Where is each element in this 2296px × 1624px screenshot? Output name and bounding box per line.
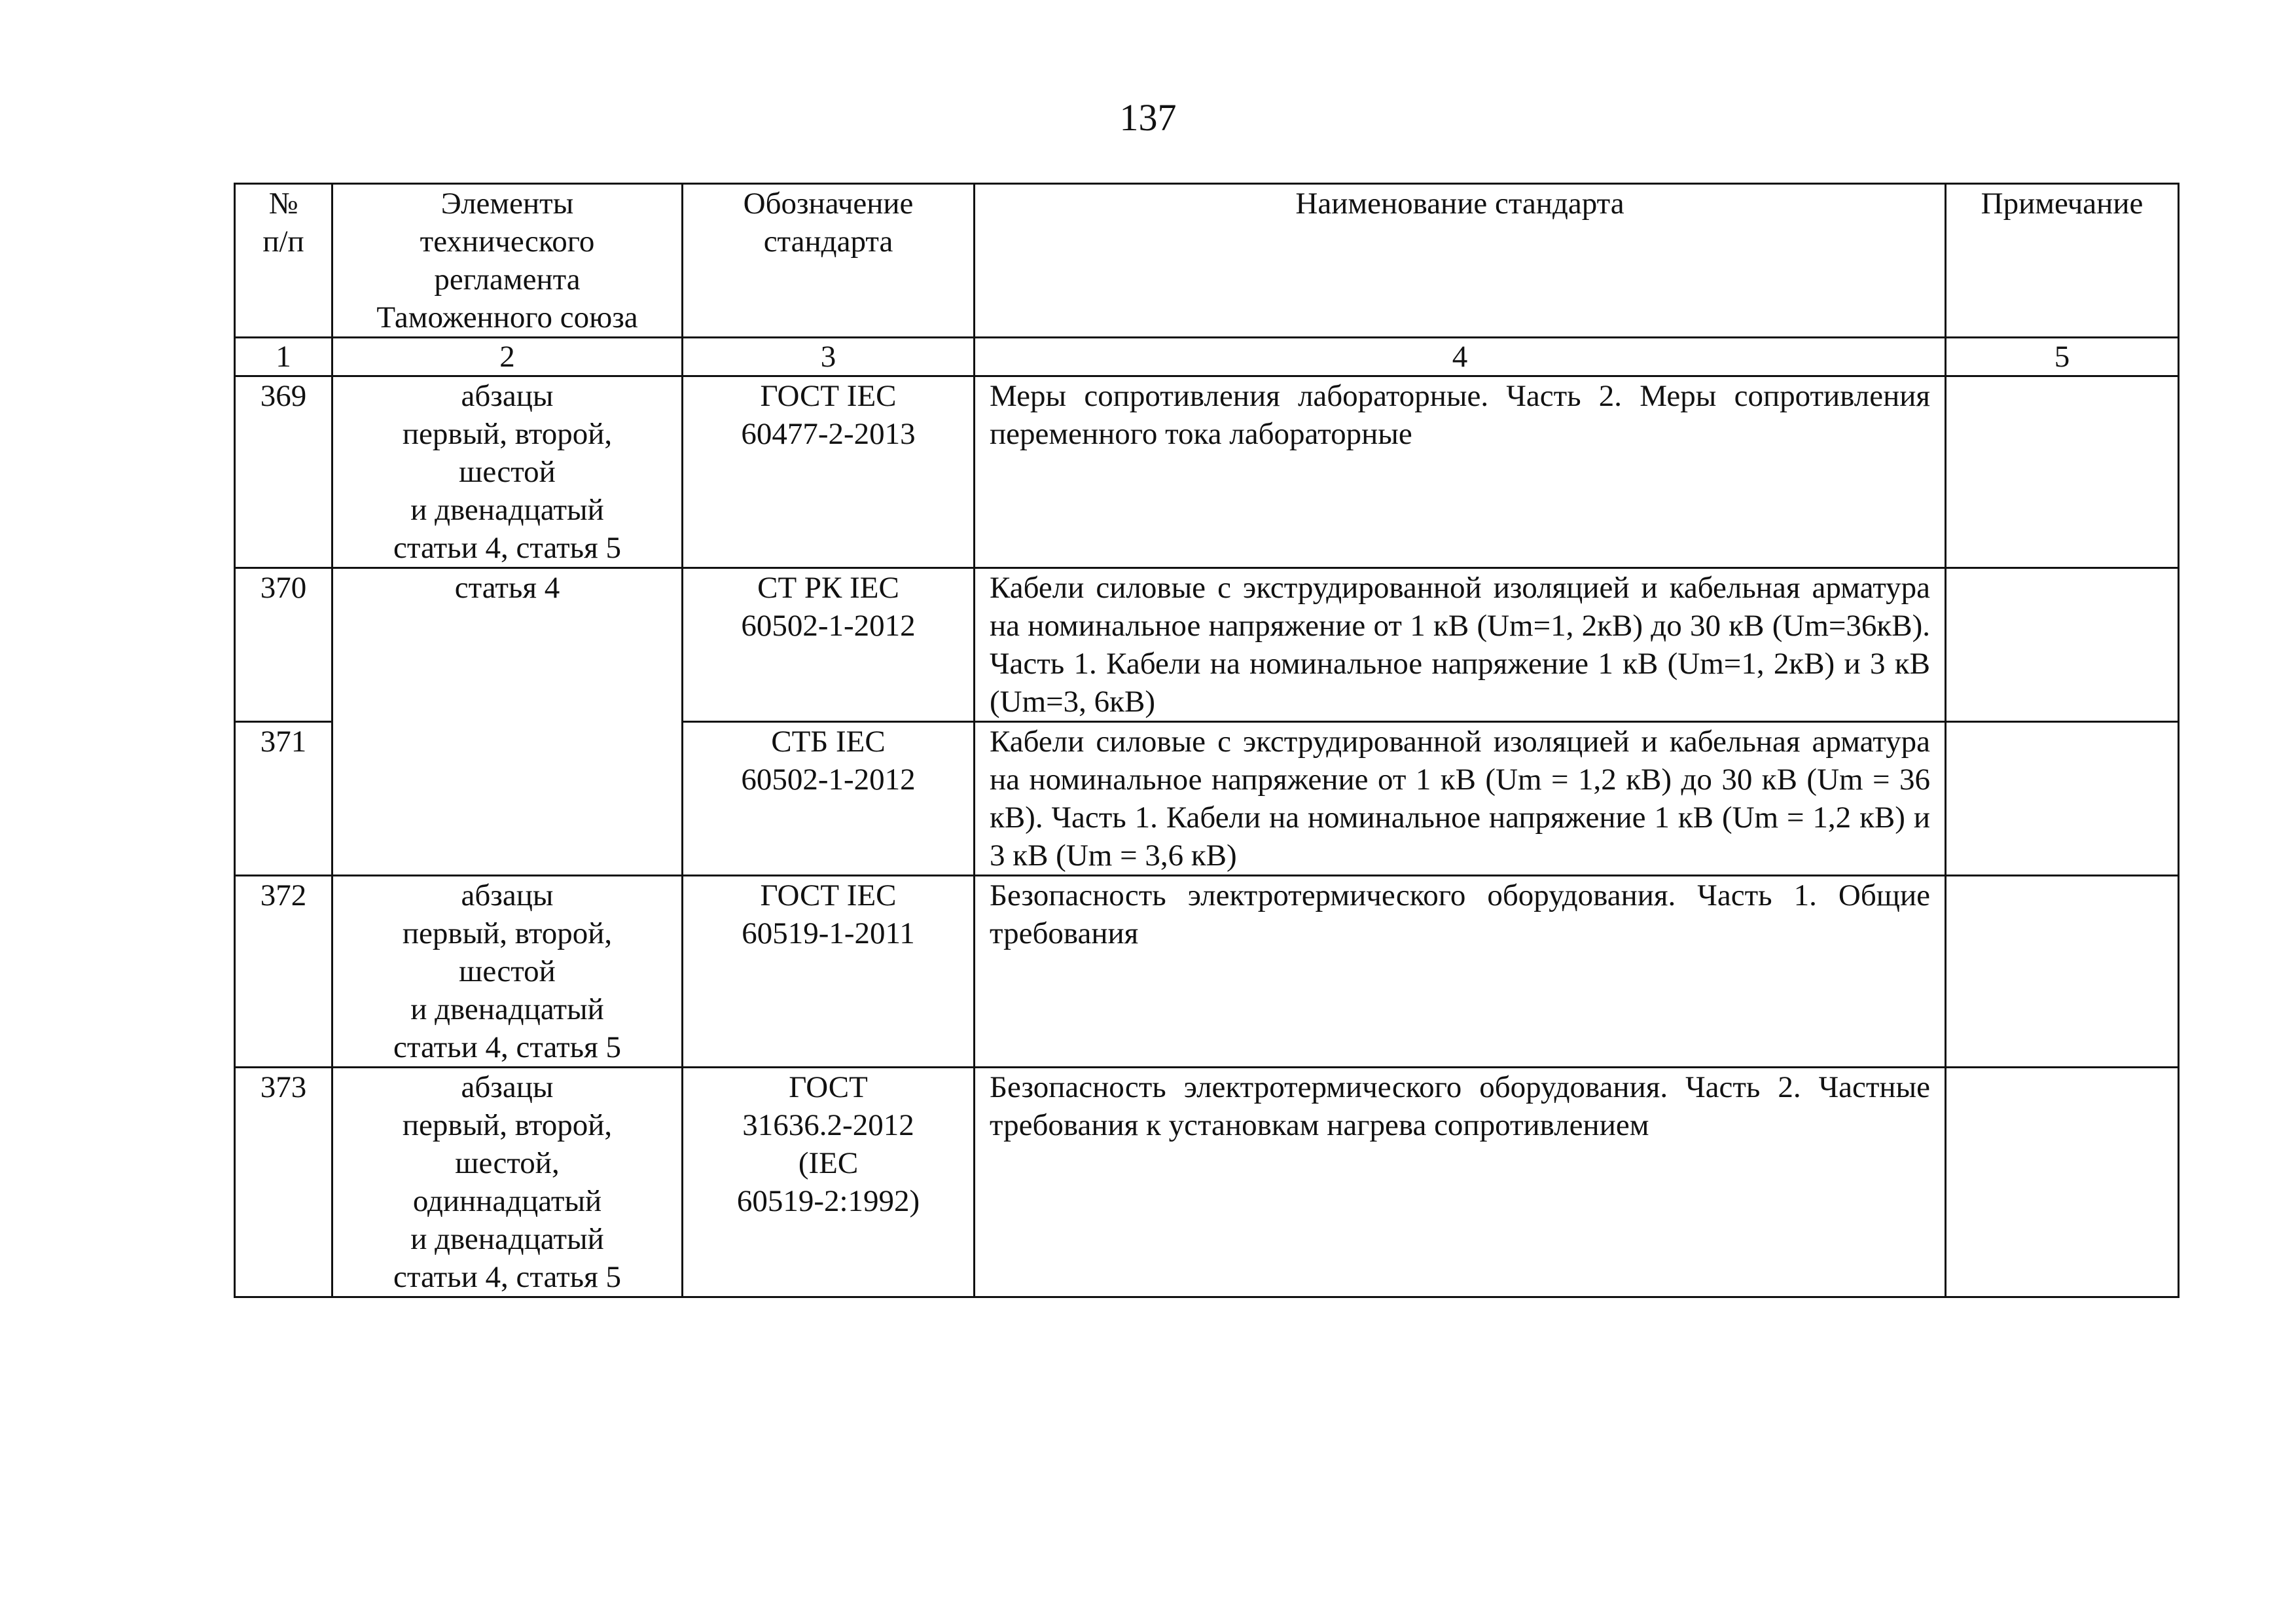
row-designation: ГОСТ IEC 60519-1-2011 [683, 876, 975, 1068]
column-number: 1 [235, 338, 332, 376]
row-num: 372 [235, 876, 332, 1068]
row-designation: ГОСТ 31636.2-2012 (IEC 60519-2:1992) [683, 1068, 975, 1297]
table-row [235, 876, 2179, 1068]
row-num: 370 [235, 568, 332, 722]
row-standard-name: Безопасность электротермического оборудования. Часть 2. Частные требования к установкам нагрева сопротивлением [975, 1068, 1946, 1297]
table-row [235, 1068, 2179, 1297]
row-elements: абзацы первый, второй, шестой и двенадцатый статьи 4, статья 5 [332, 376, 683, 568]
row-note [1946, 1068, 2179, 1297]
column-number-row [235, 338, 2179, 376]
row-note [1946, 376, 2179, 568]
column-number: 5 [1946, 338, 2179, 376]
row-note [1946, 568, 2179, 722]
column-number: 4 [975, 338, 1946, 376]
row-designation: ГОСТ IEC 60477-2-2013 [683, 376, 975, 568]
row-elements: абзацы первый, второй, шестой и двенадцатый статьи 4, статья 5 [332, 876, 683, 1068]
row-num: 371 [235, 722, 332, 876]
row-standard-name: Кабели силовые с экструдированной изоляцией и кабельная арматура на номинальное напряжение от 1 кВ (Um=1, 2кВ) до 30 кВ (Um=36кВ). Часть 1. Кабели на номинальное напряжение 1 кВ (Um=1, 2кВ) и 3 кВ (Um=3, 6кВ) [975, 568, 1946, 722]
row-note [1946, 876, 2179, 1068]
row-standard-name: Кабели силовые с экструдированной изоляцией и кабельная арматура на номинальное напряжение от 1 кВ (Um = 1,2 кВ) до 30 кВ (Um = 36 кВ). Часть 1. Кабели на номинальное напряжение 1 кВ (Um = 1,2 кВ) и 3 кВ (Um = 3,6 кВ) [975, 722, 1946, 876]
row-designation: СТ РК IEC 60502-1-2012 [683, 568, 975, 722]
header-designation: Обозначение стандарта [683, 184, 975, 338]
header-note: Примечание [1946, 184, 2179, 338]
table-header-row [235, 184, 2179, 338]
column-number: 2 [332, 338, 683, 376]
header-num: № п/п [235, 184, 332, 338]
header-name: Наименование стандарта [975, 184, 1946, 338]
standards-table [234, 183, 2179, 1298]
row-note [1946, 722, 2179, 876]
row-designation: СТБ IEC 60502-1-2012 [683, 722, 975, 876]
row-num: 373 [235, 1068, 332, 1297]
header-elements: Элементы технического регламента Таможенного союза [332, 184, 683, 338]
table-row [235, 376, 2179, 568]
row-elements: абзацы первый, второй, шестой, одиннадцатый и двенадцатый статьи 4, статья 5 [332, 1068, 683, 1297]
column-number: 3 [683, 338, 975, 376]
row-standard-name: Меры сопротивления лабораторные. Часть 2. Меры сопротивления переменного тока лабораторные [975, 376, 1946, 568]
page-number: 137 [1119, 96, 1177, 139]
row-elements: статья 4 [332, 568, 683, 876]
row-num: 369 [235, 376, 332, 568]
row-standard-name: Безопасность электротермического оборудования. Часть 1. Общие требования [975, 876, 1946, 1068]
table-row [235, 568, 2179, 722]
